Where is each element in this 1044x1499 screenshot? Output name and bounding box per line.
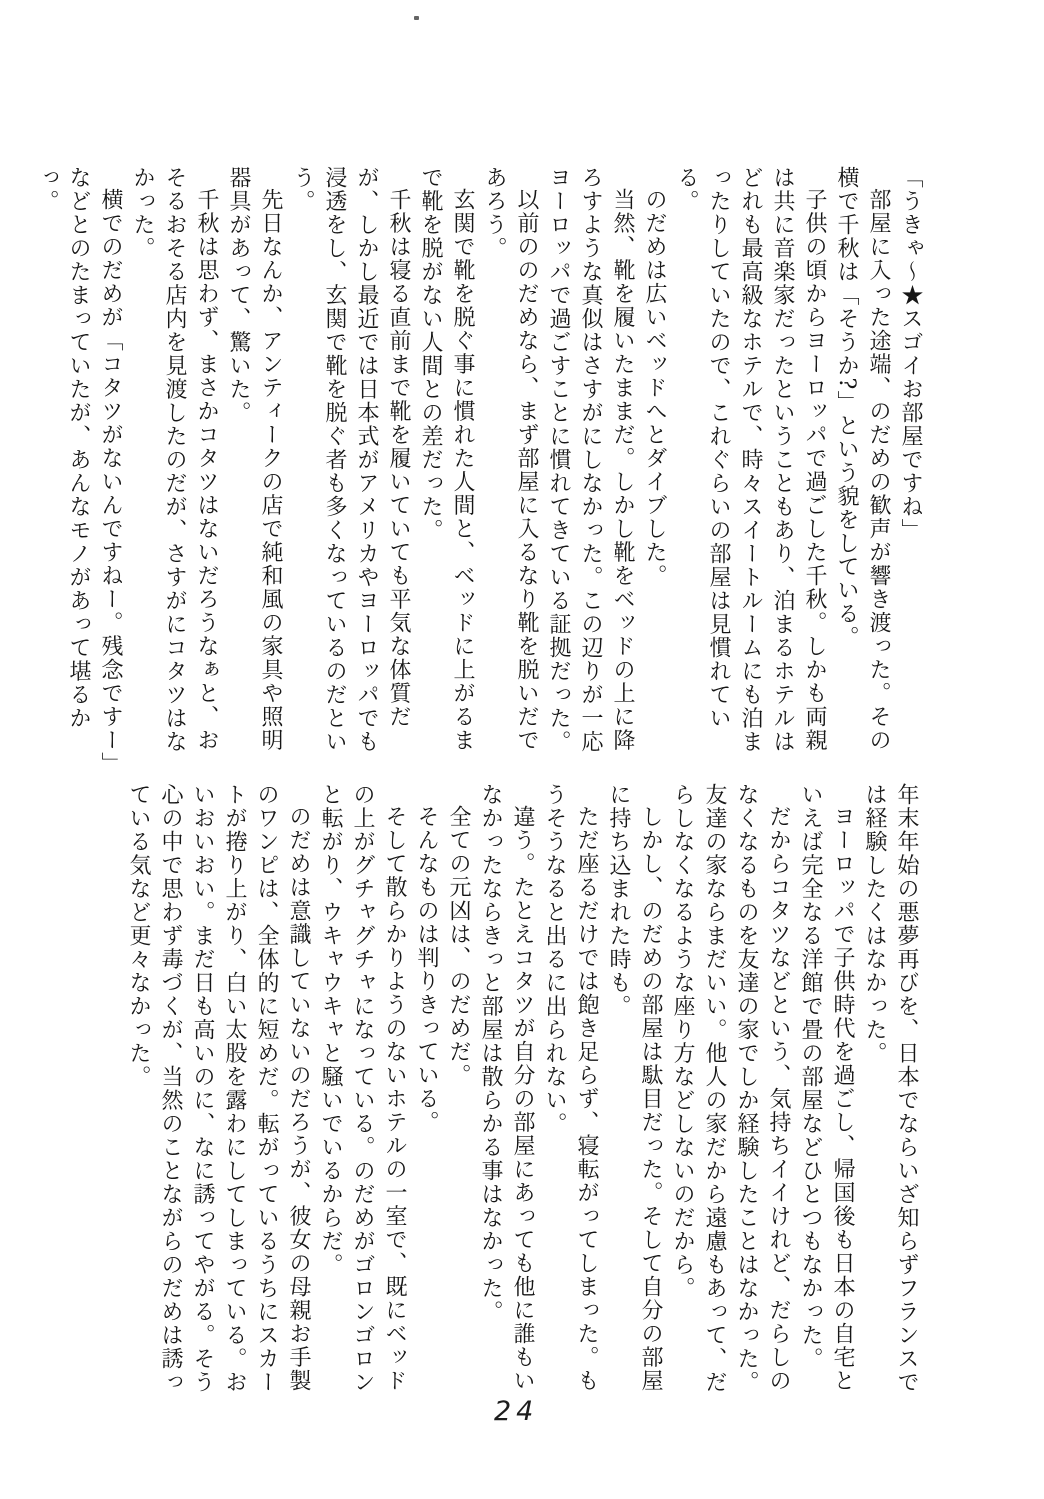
vertical-text-block-bottom <box>122 783 922 1395</box>
paragraph: しかし、のだめの部屋は駄目だった。そして自分の部屋に持ち込まれた時も。 <box>606 783 663 1393</box>
paragraph: 千秋は寝る直前まで靴を履いていても平気な体質だが、しかし最近では日本式がアメリカやヨーロッパでも浸透をし、玄関で靴を脱ぐ者も多くなっているのだという。 <box>290 166 411 754</box>
paragraph: 横でのだめが「コタツがないんですねー。残念ですー」などとのたまっていたが、あんなモノがあって堪るかっ。 <box>34 166 123 765</box>
vertical-text-block-top <box>30 166 926 770</box>
paragraph: 部屋に入った途端、のだめの歓声が響き渡った。その横で千秋は「そうか?」という貌をしている。 <box>834 166 891 752</box>
paragraph: 玄関で靴を脱ぐ事に慣れた人間と、ベッドに上がるまで靴を脱がない人間との差だった。 <box>418 166 475 752</box>
paragraph: ただ座るだけでは飽き足らず、寝転がってしまった。もうそうなると出るに出られない。 <box>542 783 599 1393</box>
paragraph: 千秋は思わず、まさかコタツはないだろうなぁと、おそるおそる店内を見渡したのだが、さすがにコタツはなかった。 <box>130 166 219 754</box>
paragraph: ヨーロッパで子供時代を過ごし、帰国後も日本の自宅といえば完全なる洋館で畳の部屋などひとつもなかった。 <box>798 783 855 1393</box>
paragraph: そんなものは判りきっている。 <box>414 805 439 1134</box>
paragraph: 「うきゃ〜★スゴイお部屋ですね」 <box>898 166 923 542</box>
paragraph: 全ての元凶は、のだめだ。 <box>446 805 471 1087</box>
ink-speck-icon <box>414 16 419 20</box>
paragraph: そして散らかりようのないホテルの一室で、既にベッドの上がグチャグチャになっている。のだめがゴロンゴロンと転がり、ウキャウキャと騒いでいるからだ。 <box>318 783 407 1394</box>
paragraph: 先日なんか、アンティークの店で純和風の家具や照明器具があって、驚いた。 <box>226 166 283 752</box>
paragraph: 当然、靴を履いたままだ。しかし靴をベッドの上に降ろすような真似はさすがにしなかった。この辺りが一応ヨーロッパで過ごすことに慣れてきている証拠だった。 <box>546 166 635 754</box>
paragraph: のだめは意識していないのだろうが、彼女の母親お手製のワンピは、全体的に短めだ。転がっているうちにスカートが捲り上がり、白い太股を露わにしてしまっている。おいおいおい。まだ日も高いのに、なに誘ってやがる。そう心の中で思わず毒づくが、当然のことながらのだめは誘っている気など更々なかった。 <box>126 783 311 1394</box>
page-number: 24 <box>494 1396 539 1427</box>
paragraph: だからコタツなどという、気持ちイイけれど、だらしのなくなるものを友達の家でしか経験したことはなかった。友達の家ならまだいい。他人の家だから遠慮もあって、だらしなくなるような座り方などしないのだから。 <box>670 783 791 1394</box>
paragraph: 以前ののだめなら、まず部屋に入るなり靴を脱いだであろう。 <box>482 166 539 752</box>
paragraph: 子供の頃からヨーロッパで過ごした千秋。しかも両親は共に音楽家だったということもあり、泊まるホテルはどれも最高級なホテルで、時々スイートルームにも泊まったりしていたので、これぐらいの部屋は見慣れている。 <box>674 166 827 754</box>
paragraph: のだめは広いベッドへとダイブした。 <box>642 188 667 588</box>
paragraph: 違う。たとえコタツが自分の部屋にあっても他に誰もいなかったならきっと部屋は散らかる事はなかった。 <box>478 783 535 1393</box>
paragraph: 年末年始の悪夢再びを、日本でならいざ知らずフランスでは経験したくはなかった。 <box>862 783 919 1394</box>
